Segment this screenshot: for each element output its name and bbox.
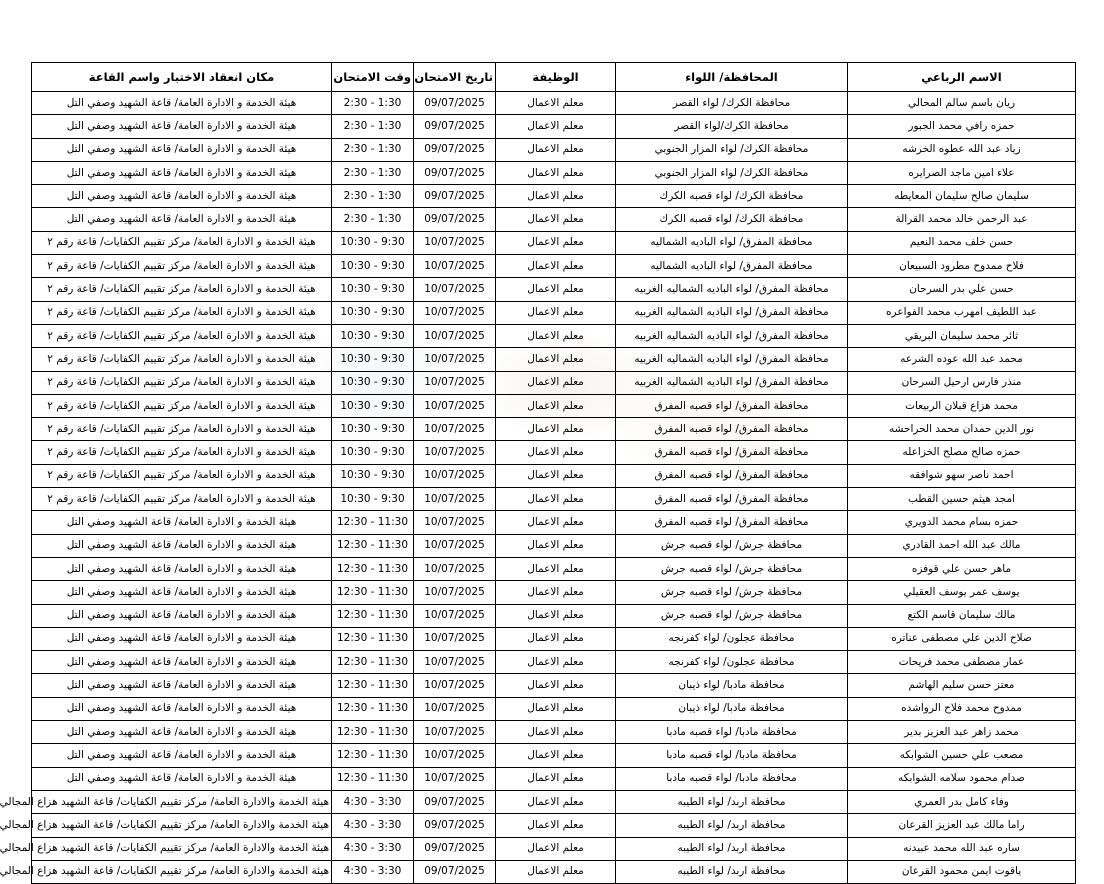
cell-venue: هيئة الخدمة والادارة العامة/ مركز تقييم الكفايات/ قاعة الشهيد هزاع المجالي — [32, 790, 332, 813]
cell-governorate: محافظة المفرق/ لواء قصبه المفرق — [616, 394, 848, 417]
cell-date: 10/07/2025 — [414, 488, 496, 511]
cell-name: نور الدين حمدان محمد الحراحشه — [848, 418, 1076, 441]
cell-governorate: محافظة الكرك/ لواء قصبه الكرك — [616, 208, 848, 231]
cell-time: 1:30 - 2:30 — [332, 161, 414, 184]
cell-venue: هيئة الخدمة و الادارة العامة/ مركز تقييم الكفايات/ قاعة رقم ٢ — [32, 301, 332, 324]
cell-venue: هيئة الخدمة و الادارة العامة/ قاعة الشهيد وصفي التل — [32, 627, 332, 650]
cell-venue: هيئة الخدمة و الادارة العامة/ قاعة الشهيد وصفي التل — [32, 674, 332, 697]
cell-governorate: محافظة مادبا/ لواء ذيبان — [616, 697, 848, 720]
table-row — [32, 185, 1076, 208]
table-row — [32, 278, 1076, 301]
cell-time: 9:30 - 10:30 — [332, 418, 414, 441]
cell-date: 10/07/2025 — [414, 651, 496, 674]
column-header-job: الوظيفة — [496, 63, 616, 92]
table-header — [32, 63, 1076, 92]
cell-name: حسن خلف محمد النعيم — [848, 231, 1076, 254]
cell-venue: هيئة الخدمة و الادارة العامة/ قاعة الشهيد وصفي التل — [32, 138, 332, 161]
cell-job: معلم الاعمال — [496, 557, 616, 580]
cell-name: حسن علي بدر السرحان — [848, 278, 1076, 301]
cell-time: 3:30 - 4:30 — [332, 814, 414, 837]
cell-job: معلم الاعمال — [496, 604, 616, 627]
table-header-row — [32, 63, 1076, 92]
cell-time: 9:30 - 10:30 — [332, 394, 414, 417]
cell-time: 11:30 - 12:30 — [332, 744, 414, 767]
cell-date: 09/07/2025 — [414, 208, 496, 231]
cell-time: 1:30 - 2:30 — [332, 185, 414, 208]
cell-time: 11:30 - 12:30 — [332, 697, 414, 720]
table-row — [32, 790, 1076, 813]
cell-job: معلم الاعمال — [496, 115, 616, 138]
table-row — [32, 860, 1076, 883]
cell-governorate: محافظة الكرك/ لواء القصر — [616, 92, 848, 115]
cell-name: مالك عبد الله احمد القادري — [848, 534, 1076, 557]
cell-venue: هيئة الخدمة و الادارة العامة/ قاعة الشهيد وصفي التل — [32, 115, 332, 138]
cell-venue: هيئة الخدمة و الادارة العامة/ مركز تقييم الكفايات/ قاعة رقم ٢ — [32, 418, 332, 441]
table-row — [32, 814, 1076, 837]
cell-governorate: محافظة جرش/ لواء قصبه جرش — [616, 557, 848, 580]
cell-venue: هيئة الخدمة و الادارة العامة/ قاعة الشهيد وصفي التل — [32, 511, 332, 534]
column-header-governorate: المحافظة/ اللواء — [616, 63, 848, 92]
cell-venue: هيئة الخدمة و الادارة العامة/ مركز تقييم الكفايات/ قاعة رقم ٢ — [32, 324, 332, 347]
cell-job: معلم الاعمال — [496, 790, 616, 813]
cell-governorate: محافظة مادبا/ لواء ذيبان — [616, 674, 848, 697]
cell-governorate: محافظة الكرك/ لواء المزار الجنوبي — [616, 138, 848, 161]
cell-date: 10/07/2025 — [414, 627, 496, 650]
cell-venue: هيئة الخدمة و الادارة العامة/ مركز تقييم الكفايات/ قاعة رقم ٢ — [32, 441, 332, 464]
cell-governorate: محافظة المفرق/ لواء قصبه المفرق — [616, 441, 848, 464]
cell-job: معلم الاعمال — [496, 744, 616, 767]
cell-date: 10/07/2025 — [414, 394, 496, 417]
cell-name: ياقوت ايمن محمود القرعان — [848, 860, 1076, 883]
cell-governorate: محافظة الكرك/ لواء قصبه الكرك — [616, 185, 848, 208]
table-row — [32, 138, 1076, 161]
cell-name: عبد الرحمن خالد محمد القرالة — [848, 208, 1076, 231]
cell-time: 11:30 - 12:30 — [332, 627, 414, 650]
cell-name: ساره عبد الله محمد عبيدنه — [848, 837, 1076, 860]
column-header-time: وقت الامتحان — [332, 63, 414, 92]
cell-time: 1:30 - 2:30 — [332, 208, 414, 231]
cell-date: 10/07/2025 — [414, 697, 496, 720]
cell-time: 1:30 - 2:30 — [332, 138, 414, 161]
cell-date: 09/07/2025 — [414, 814, 496, 837]
cell-name: ماهر حسن علي قوفزه — [848, 557, 1076, 580]
cell-governorate: محافظة مادبا/ لواء قصبه مادبا — [616, 744, 848, 767]
cell-date: 09/07/2025 — [414, 790, 496, 813]
table-row — [32, 674, 1076, 697]
cell-job: معلم الاعمال — [496, 394, 616, 417]
cell-time: 9:30 - 10:30 — [332, 371, 414, 394]
cell-governorate: محافظة مادبا/ لواء قصبه مادبا — [616, 767, 848, 790]
cell-time: 11:30 - 12:30 — [332, 511, 414, 534]
cell-job: معلم الاعمال — [496, 185, 616, 208]
table-body — [0, 92, 1076, 884]
cell-venue: هيئة الخدمة و الادارة العامة/ مركز تقييم الكفايات/ قاعة رقم ٢ — [32, 464, 332, 487]
cell-date: 09/07/2025 — [414, 138, 496, 161]
cell-job: معلم الاعمال — [496, 231, 616, 254]
cell-job: معلم الاعمال — [496, 721, 616, 744]
cell-governorate: محافظة اربد/ لواء الطيبه — [616, 814, 848, 837]
table-row — [32, 441, 1076, 464]
cell-date: 10/07/2025 — [414, 721, 496, 744]
cell-job: معلم الاعمال — [496, 767, 616, 790]
cell-time: 1:30 - 2:30 — [332, 115, 414, 138]
cell-name: فلاح ممدوح مطرود السبيعان — [848, 255, 1076, 278]
cell-time: 9:30 - 10:30 — [332, 464, 414, 487]
cell-job: معلم الاعمال — [496, 348, 616, 371]
cell-governorate: محافظة جرش/ لواء قصبه جرش — [616, 581, 848, 604]
cell-job: معلم الاعمال — [496, 464, 616, 487]
cell-name: وفاء كامل بدر العمري — [848, 790, 1076, 813]
cell-job: معلم الاعمال — [496, 418, 616, 441]
cell-venue: هيئة الخدمة و الادارة العامة/ مركز تقييم الكفايات/ قاعة رقم ٢ — [32, 394, 332, 417]
cell-job: معلم الاعمال — [496, 814, 616, 837]
table-row — [32, 604, 1076, 627]
cell-governorate: محافظة المفرق/ لواء قصبه المفرق — [616, 418, 848, 441]
cell-time: 9:30 - 10:30 — [332, 278, 414, 301]
cell-venue: هيئة الخدمة و الادارة العامة/ قاعة الشهيد وصفي التل — [32, 208, 332, 231]
cell-governorate: محافظة المفرق/ لواء قصبه المفرق — [616, 511, 848, 534]
cell-name: حمزه صالح مصلح الخزاعله — [848, 441, 1076, 464]
cell-venue: هيئة الخدمة و الادارة العامة/ قاعة الشهيد وصفي التل — [32, 651, 332, 674]
cell-venue: هيئة الخدمة والادارة العامة/ مركز تقييم الكفايات/ قاعة الشهيد هزاع المجالي — [32, 814, 332, 837]
cell-job: معلم الاعمال — [496, 208, 616, 231]
cell-date: 10/07/2025 — [414, 674, 496, 697]
cell-time: 11:30 - 12:30 — [332, 767, 414, 790]
cell-time: 3:30 - 4:30 — [332, 837, 414, 860]
table-row — [32, 651, 1076, 674]
cell-time: 11:30 - 12:30 — [332, 651, 414, 674]
cell-time: 11:30 - 12:30 — [332, 604, 414, 627]
cell-date: 10/07/2025 — [414, 581, 496, 604]
cell-name: عبد اللطيف امهرب محمد الفواعره — [848, 301, 1076, 324]
cell-governorate: محافظة عجلون/ لواء كفرنجه — [616, 651, 848, 674]
table-row — [32, 324, 1076, 347]
cell-date: 10/07/2025 — [414, 534, 496, 557]
table-row — [32, 581, 1076, 604]
cell-job: معلم الاعمال — [496, 488, 616, 511]
cell-venue: هيئة الخدمة و الادارة العامة/ قاعة الشهيد وصفي التل — [32, 581, 332, 604]
cell-name: زياد عبد الله عطوه الخرشه — [848, 138, 1076, 161]
cell-venue: هيئة الخدمة و الادارة العامة/ قاعة الشهيد وصفي التل — [32, 697, 332, 720]
cell-time: 11:30 - 12:30 — [332, 581, 414, 604]
cell-name: مالك سليمان قاسم الكتع — [848, 604, 1076, 627]
cell-governorate: محافظة المفرق/ لواء قصبه المفرق — [616, 488, 848, 511]
table-row — [32, 534, 1076, 557]
cell-date: 10/07/2025 — [414, 348, 496, 371]
cell-date: 10/07/2025 — [414, 744, 496, 767]
table-row — [32, 301, 1076, 324]
cell-name: مصعب علي حسين الشوابكه — [848, 744, 1076, 767]
table-row — [32, 208, 1076, 231]
cell-governorate: محافظة المفرق/ لواء الباديه الشماليه الغربيه — [616, 348, 848, 371]
cell-date: 10/07/2025 — [414, 441, 496, 464]
cell-venue: هيئة الخدمة و الادارة العامة/ مركز تقييم الكفايات/ قاعة رقم ٢ — [32, 348, 332, 371]
cell-name: حمزه بسام محمد الدويري — [848, 511, 1076, 534]
cell-job: معلم الاعمال — [496, 651, 616, 674]
table-row — [32, 418, 1076, 441]
cell-governorate: محافظة المفرق/ لواء الباديه الشماليه — [616, 231, 848, 254]
table-row — [32, 348, 1076, 371]
cell-job: معلم الاعمال — [496, 534, 616, 557]
cell-date: 10/07/2025 — [414, 604, 496, 627]
cell-name: راما مالك عبد العزيز القرعان — [848, 814, 1076, 837]
table-row — [32, 394, 1076, 417]
cell-time: 11:30 - 12:30 — [332, 557, 414, 580]
cell-venue: هيئة الخدمة و الادارة العامة/ مركز تقييم الكفايات/ قاعة رقم ٢ — [32, 231, 332, 254]
cell-time: 3:30 - 4:30 — [332, 790, 414, 813]
table-row — [32, 371, 1076, 394]
cell-job: معلم الاعمال — [496, 161, 616, 184]
cell-venue: هيئة الخدمة والادارة العامة/ مركز تقييم الكفايات/ قاعة الشهيد هزاع المجالي — [32, 837, 332, 860]
cell-date: 10/07/2025 — [414, 371, 496, 394]
table-row — [32, 161, 1076, 184]
column-header-name: الاسم الرباعي — [848, 63, 1076, 92]
cell-venue: هيئة الخدمة و الادارة العامة/ مركز تقييم الكفايات/ قاعة رقم ٢ — [32, 278, 332, 301]
cell-name: ثائر محمد سليمان البريقي — [848, 324, 1076, 347]
table-row — [32, 92, 1076, 115]
cell-name: صدام محمود سلامه الشوابكه — [848, 767, 1076, 790]
cell-venue: هيئة الخدمة و الادارة العامة/ مركز تقييم الكفايات/ قاعة رقم ٢ — [32, 371, 332, 394]
cell-venue: هيئة الخدمة و الادارة العامة/ قاعة الشهيد وصفي التل — [32, 185, 332, 208]
cell-time: 11:30 - 12:30 — [332, 534, 414, 557]
cell-job: معلم الاعمال — [496, 511, 616, 534]
cell-governorate: محافظة جرش/ لواء قصبه جرش — [616, 534, 848, 557]
cell-time: 9:30 - 10:30 — [332, 441, 414, 464]
cell-venue: هيئة الخدمة و الادارة العامة/ قاعة الشهيد وصفي التل — [32, 604, 332, 627]
cell-date: 10/07/2025 — [414, 511, 496, 534]
cell-date: 09/07/2025 — [414, 92, 496, 115]
table-row — [32, 255, 1076, 278]
table-row — [32, 464, 1076, 487]
table-row — [32, 697, 1076, 720]
cell-governorate: محافظة جرش/ لواء قصبه جرش — [616, 604, 848, 627]
cell-venue: هيئة الخدمة و الادارة العامة/ قاعة الشهيد وصفي التل — [32, 161, 332, 184]
cell-governorate: محافظة اربد/ لواء الطيبه — [616, 790, 848, 813]
cell-date: 10/07/2025 — [414, 418, 496, 441]
cell-name: علاء امين ماجد الصرايره — [848, 161, 1076, 184]
table-row — [32, 231, 1076, 254]
cell-date: 10/07/2025 — [414, 255, 496, 278]
cell-date: 10/07/2025 — [414, 464, 496, 487]
cell-name: سليمان صالح سليمان المعايطه — [848, 185, 1076, 208]
cell-name: محمد زاهر عبد العزيز بدير — [848, 721, 1076, 744]
cell-job: معلم الاعمال — [496, 324, 616, 347]
cell-name: يوسف عمر يوسف العقيلي — [848, 581, 1076, 604]
cell-time: 3:30 - 4:30 — [332, 860, 414, 883]
cell-venue: هيئة الخدمة و الادارة العامة/ قاعة الشهيد وصفي التل — [32, 767, 332, 790]
table-row — [32, 115, 1076, 138]
cell-governorate: محافظة المفرق/ لواء الباديه الشماليه — [616, 255, 848, 278]
cell-job: معلم الاعمال — [496, 301, 616, 324]
cell-governorate: محافظة المفرق/ لواء الباديه الشماليه الغربيه — [616, 371, 848, 394]
cell-date: 10/07/2025 — [414, 231, 496, 254]
cell-date: 09/07/2025 — [414, 837, 496, 860]
cell-time: 9:30 - 10:30 — [332, 488, 414, 511]
cell-name: ريان باسم سالم المحالي — [848, 92, 1076, 115]
cell-name: امجد هيثم حسين القطب — [848, 488, 1076, 511]
cell-time: 1:30 - 2:30 — [332, 92, 414, 115]
table-row — [32, 837, 1076, 860]
cell-governorate: محافظة المفرق/ لواء الباديه الشماليه الغربيه — [616, 301, 848, 324]
cell-governorate: محافظة المفرق/ لواء قصبه المفرق — [616, 464, 848, 487]
cell-governorate: محافظة الكرك/لواء القصر — [616, 115, 848, 138]
cell-name: محمد عبد الله عوده الشرعه — [848, 348, 1076, 371]
cell-date: 09/07/2025 — [414, 115, 496, 138]
cell-governorate: محافظة الكرك/ لواء المزار الجنوبي — [616, 161, 848, 184]
cell-venue: هيئة الخدمة والادارة العامة/ مركز تقييم الكفايات/ قاعة الشهيد هزاع المجالي — [32, 860, 332, 883]
cell-name: عمار مصطفى محمد فريحات — [848, 651, 1076, 674]
cell-venue: هيئة الخدمة و الادارة العامة/ قاعة الشهيد وصفي التل — [32, 721, 332, 744]
cell-governorate: محافظة اربد/ لواء الطيبه — [616, 837, 848, 860]
exam-schedule-table-container — [0, 62, 1076, 884]
cell-job: معلم الاعمال — [496, 627, 616, 650]
cell-governorate: محافظة اربد/ لواء الطيبه — [616, 860, 848, 883]
cell-job: معلم الاعمال — [496, 92, 616, 115]
cell-name: ممدوح محمد فلاح الرواشده — [848, 697, 1076, 720]
cell-governorate: محافظة عجلون/ لواء كفرنجه — [616, 627, 848, 650]
cell-date: 09/07/2025 — [414, 860, 496, 883]
table-row — [32, 744, 1076, 767]
cell-name: معتز حسن سليم الهاشم — [848, 674, 1076, 697]
cell-time: 11:30 - 12:30 — [332, 721, 414, 744]
cell-date: 10/07/2025 — [414, 278, 496, 301]
cell-name: حمزه رافي محمد الجبور — [848, 115, 1076, 138]
cell-date: 10/07/2025 — [414, 324, 496, 347]
cell-governorate: محافظة المفرق/ لواء الباديه الشماليه الغربيه — [616, 278, 848, 301]
cell-venue: هيئة الخدمة و الادارة العامة/ مركز تقييم الكفايات/ قاعة رقم ٢ — [32, 255, 332, 278]
cell-venue: هيئة الخدمة و الادارة العامة/ مركز تقييم الكفايات/ قاعة رقم ٢ — [32, 488, 332, 511]
cell-name: احمد ناصر سهو شوافقه — [848, 464, 1076, 487]
cell-job: معلم الاعمال — [496, 837, 616, 860]
cell-date: 09/07/2025 — [414, 161, 496, 184]
cell-job: معلم الاعمال — [496, 674, 616, 697]
cell-date: 10/07/2025 — [414, 767, 496, 790]
cell-venue: هيئة الخدمة و الادارة العامة/ قاعة الشهيد وصفي التل — [32, 92, 332, 115]
cell-time: 9:30 - 10:30 — [332, 255, 414, 278]
cell-job: معلم الاعمال — [496, 581, 616, 604]
table-row — [32, 511, 1076, 534]
table-row — [32, 557, 1076, 580]
cell-name: محمد هزاع قبلان الربيعات — [848, 394, 1076, 417]
table-row — [32, 767, 1076, 790]
cell-governorate: محافظة المفرق/ لواء الباديه الشماليه الغربيه — [616, 324, 848, 347]
column-header-venue: مكان انعقاد الاختبار واسم القاعة — [32, 63, 332, 92]
table-row — [32, 627, 1076, 650]
cell-governorate: محافظة مادبا/ لواء قصبه مادبا — [616, 721, 848, 744]
cell-date: 09/07/2025 — [414, 185, 496, 208]
cell-time: 9:30 - 10:30 — [332, 348, 414, 371]
exam-schedule-table — [0, 62, 1076, 884]
cell-venue: هيئة الخدمة و الادارة العامة/ قاعة الشهيد وصفي التل — [32, 744, 332, 767]
cell-job: معلم الاعمال — [496, 371, 616, 394]
cell-venue: هيئة الخدمة و الادارة العامة/ قاعة الشهيد وصفي التل — [32, 557, 332, 580]
cell-job: معلم الاعمال — [496, 138, 616, 161]
cell-job: معلم الاعمال — [496, 697, 616, 720]
cell-job: معلم الاعمال — [496, 255, 616, 278]
cell-time: 9:30 - 10:30 — [332, 231, 414, 254]
cell-name: صلاح الدين علي مصطفى عناتره — [848, 627, 1076, 650]
cell-date: 10/07/2025 — [414, 301, 496, 324]
cell-job: معلم الاعمال — [496, 278, 616, 301]
cell-job: معلم الاعمال — [496, 860, 616, 883]
cell-time: 9:30 - 10:30 — [332, 301, 414, 324]
cell-time: 9:30 - 10:30 — [332, 324, 414, 347]
cell-time: 11:30 - 12:30 — [332, 674, 414, 697]
table-row — [32, 488, 1076, 511]
column-header-date: تاريخ الامتحان — [414, 63, 496, 92]
table-row — [32, 721, 1076, 744]
cell-venue: هيئة الخدمة و الادارة العامة/ قاعة الشهيد وصفي التل — [32, 534, 332, 557]
cell-job: معلم الاعمال — [496, 441, 616, 464]
cell-name: منذر فارس ارحيل السرحان — [848, 371, 1076, 394]
cell-date: 10/07/2025 — [414, 557, 496, 580]
